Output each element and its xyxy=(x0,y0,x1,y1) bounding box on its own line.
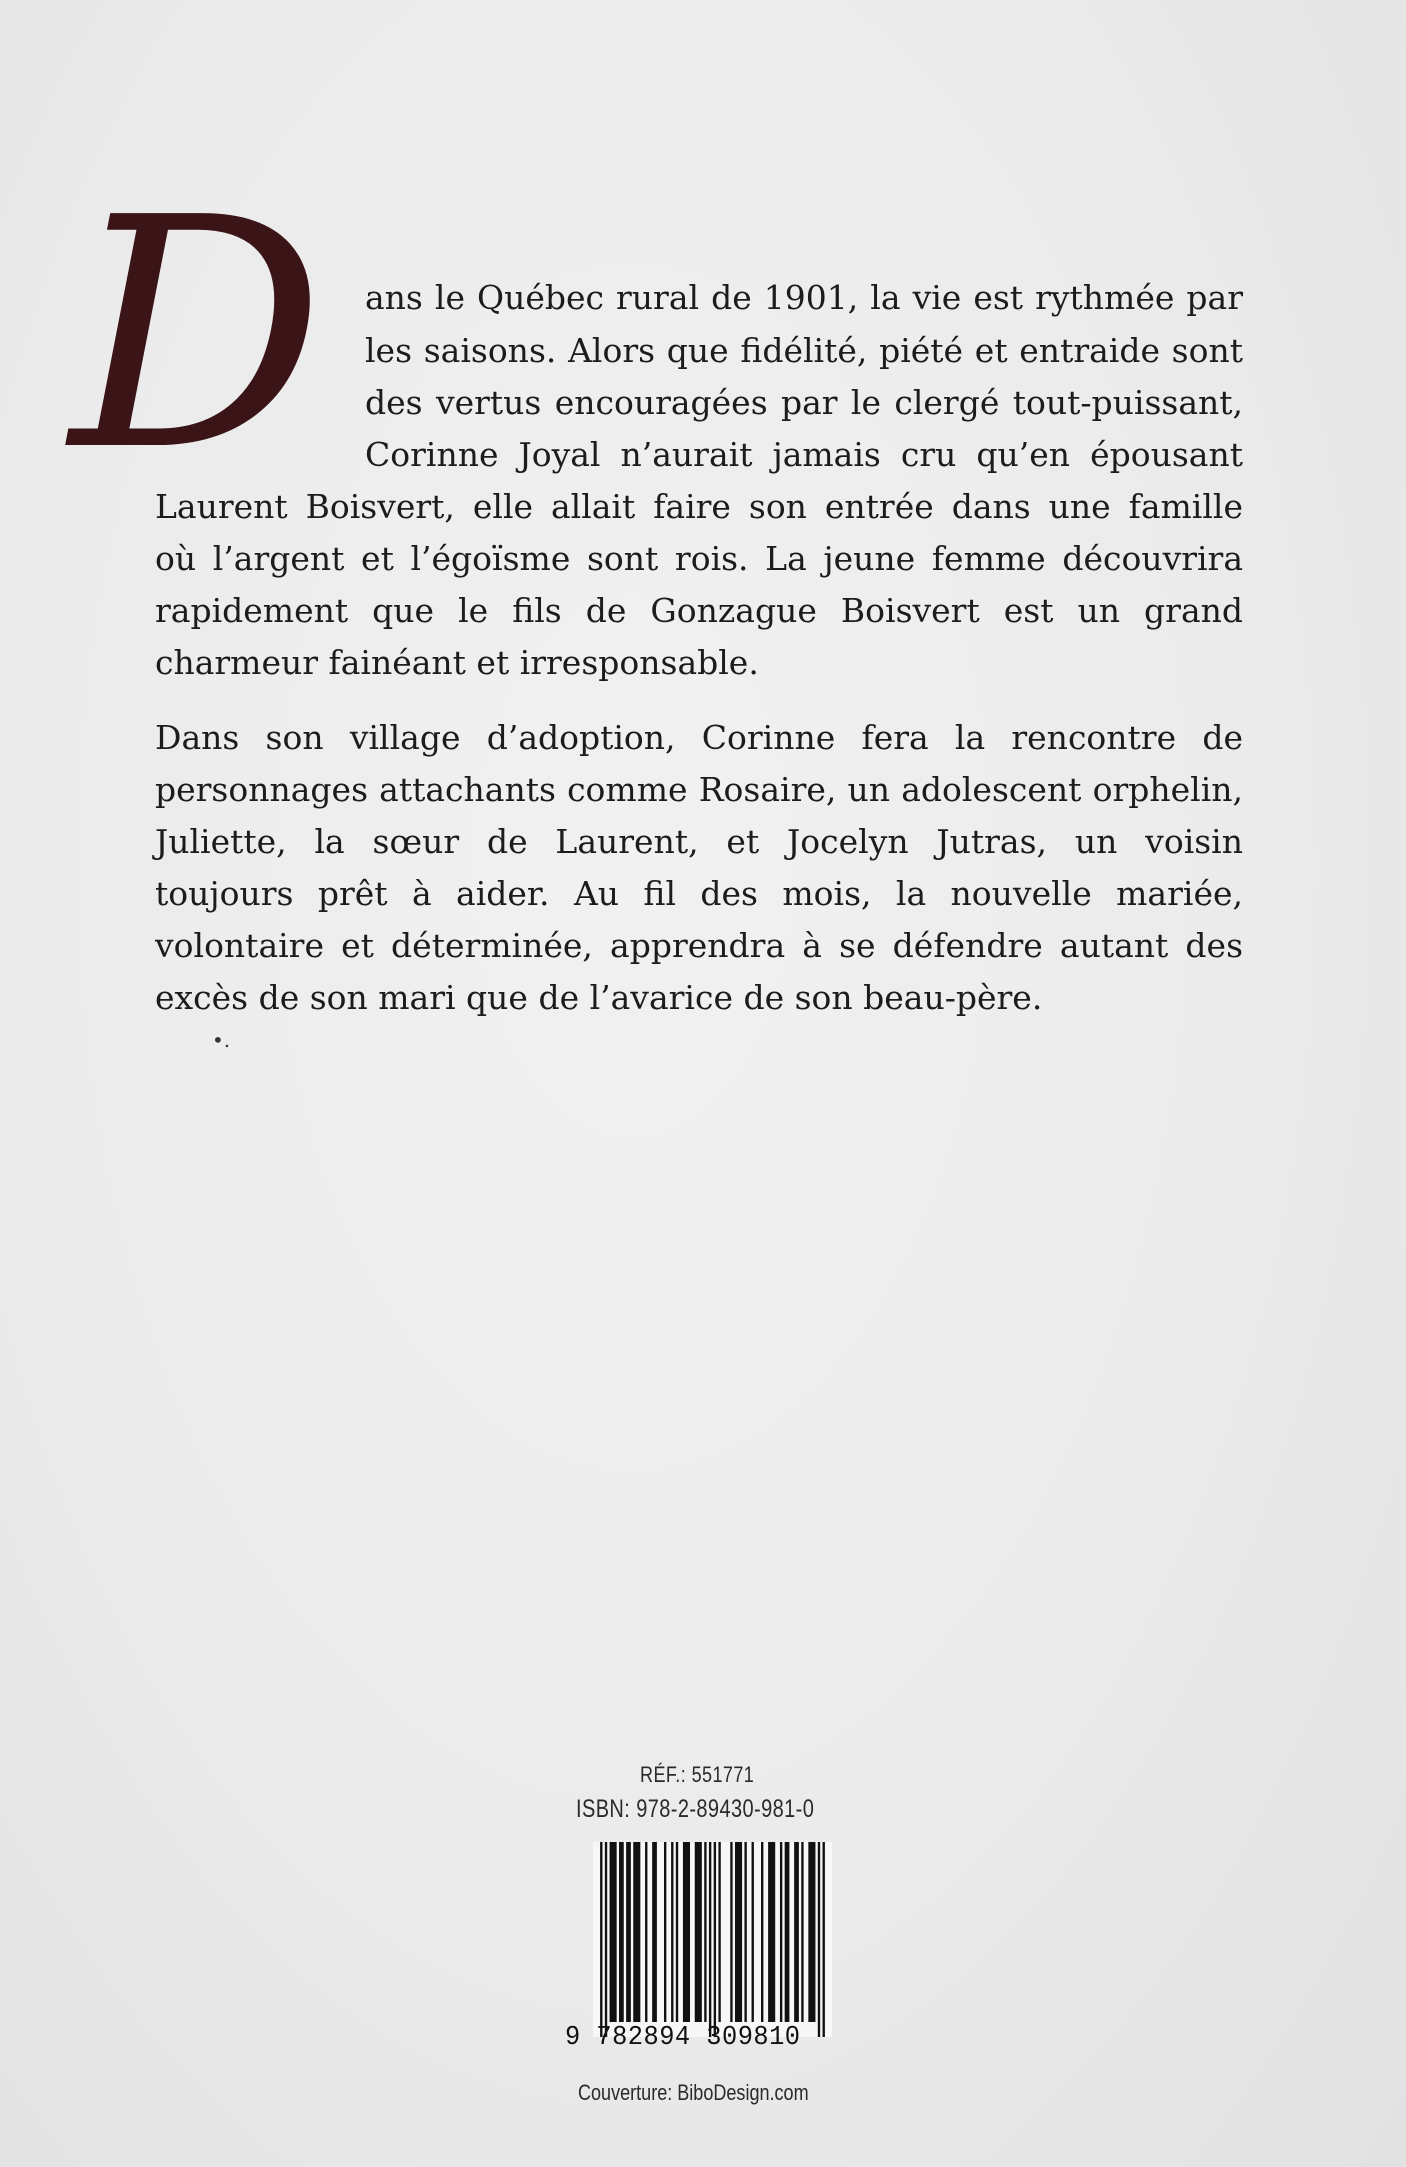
barcode-bar xyxy=(752,1842,754,2022)
barcode-bar xyxy=(626,1842,631,2022)
barcode-bar xyxy=(695,1842,702,2022)
barcode-bar xyxy=(794,1842,799,2022)
barcode-bar xyxy=(818,1842,820,2037)
barcode-bar xyxy=(619,1842,624,2022)
barcode-bar xyxy=(808,1842,815,2022)
cover-credit: Couverture: BiboDesign.com xyxy=(578,2080,809,2105)
barcode-bar xyxy=(801,1842,803,2022)
paragraph2-line-6: excès de son mari que de l’avarice de son beau-père. xyxy=(155,978,1043,1017)
barcode-bar xyxy=(780,1842,782,2022)
barcode-bar xyxy=(600,1842,602,2037)
paragraph2-line-1: Dans son village d’adoption, Corinne fera la rencontre de xyxy=(155,718,1243,757)
barcode-bar xyxy=(633,1842,640,2022)
reference-number: RÉF.: 551771 xyxy=(640,1762,755,1787)
paragraph1-line-1: ans le Québec rural de 1901, la vie est rythmée par xyxy=(365,278,1243,317)
barcode-bar xyxy=(671,1842,673,2022)
barcode-bar xyxy=(652,1842,657,2022)
barcode-bar xyxy=(744,1842,746,2022)
barcode-bar xyxy=(730,1842,732,2022)
barcode-bar xyxy=(645,1842,647,2022)
barcode-bar xyxy=(664,1842,666,2022)
barcode-bar xyxy=(823,1842,825,2037)
isbn-number: ISBN: 978-2-89430-981-0 xyxy=(576,1795,815,1823)
barcode-bar xyxy=(676,1842,678,2022)
barcode-bar xyxy=(610,1842,617,2022)
barcode-bar xyxy=(709,1842,711,2037)
barcode-bar xyxy=(718,1842,720,2022)
barcode-bar xyxy=(761,1842,763,2022)
paragraph1-line-2: les saisons. Alors que fidélité, piété et entraide sont xyxy=(365,331,1243,370)
barcode-digits: 9 782894 309810 xyxy=(565,2023,801,2053)
paragraph1-line-3: des vertus encouragées par le clergé tout-puissant, xyxy=(365,383,1243,422)
ornament-dots: •. xyxy=(212,1028,231,1052)
paragraph1-line-6: où l’argent et l’égoïsme sont rois. La jeune femme découvrira xyxy=(155,539,1243,578)
barcode xyxy=(593,1842,832,2037)
barcode-bar xyxy=(714,1842,716,2037)
paragraph1-line-5: Laurent Boisvert, elle allait faire son entrée dans une famille xyxy=(155,487,1243,526)
paragraph2-line-4: toujours prêt à aider. Au fil des mois, la nouvelle mariée, xyxy=(155,874,1243,913)
barcode-bar xyxy=(704,1842,706,2022)
barcode-bar xyxy=(683,1842,690,2022)
paragraph1-line-8: charmeur fainéant et irresponsable. xyxy=(155,643,759,682)
drop-cap-letter: D xyxy=(70,150,325,520)
paragraph2-line-3: Juliette, la sœur de Laurent, et Jocelyn Jutras, un voisin xyxy=(155,822,1243,861)
paragraph1-line-7: rapidement que le fils de Gonzague Boisvert est un grand xyxy=(155,591,1243,630)
barcode-bar xyxy=(605,1842,607,2037)
barcode-bar xyxy=(785,1842,790,2022)
paragraph1-line-4: Corinne Joyal n’aurait jamais cru qu’en épousant xyxy=(365,435,1243,474)
barcode-bars xyxy=(593,1842,832,2037)
barcode-bar xyxy=(768,1842,775,2022)
paragraph2-line-5: volontaire et déterminée, apprendra à se défendre autant des xyxy=(155,926,1243,965)
paragraph2-line-2: personnages attachants comme Rosaire, un adolescent orphelin, xyxy=(155,770,1243,809)
barcode-bar xyxy=(735,1842,742,2022)
